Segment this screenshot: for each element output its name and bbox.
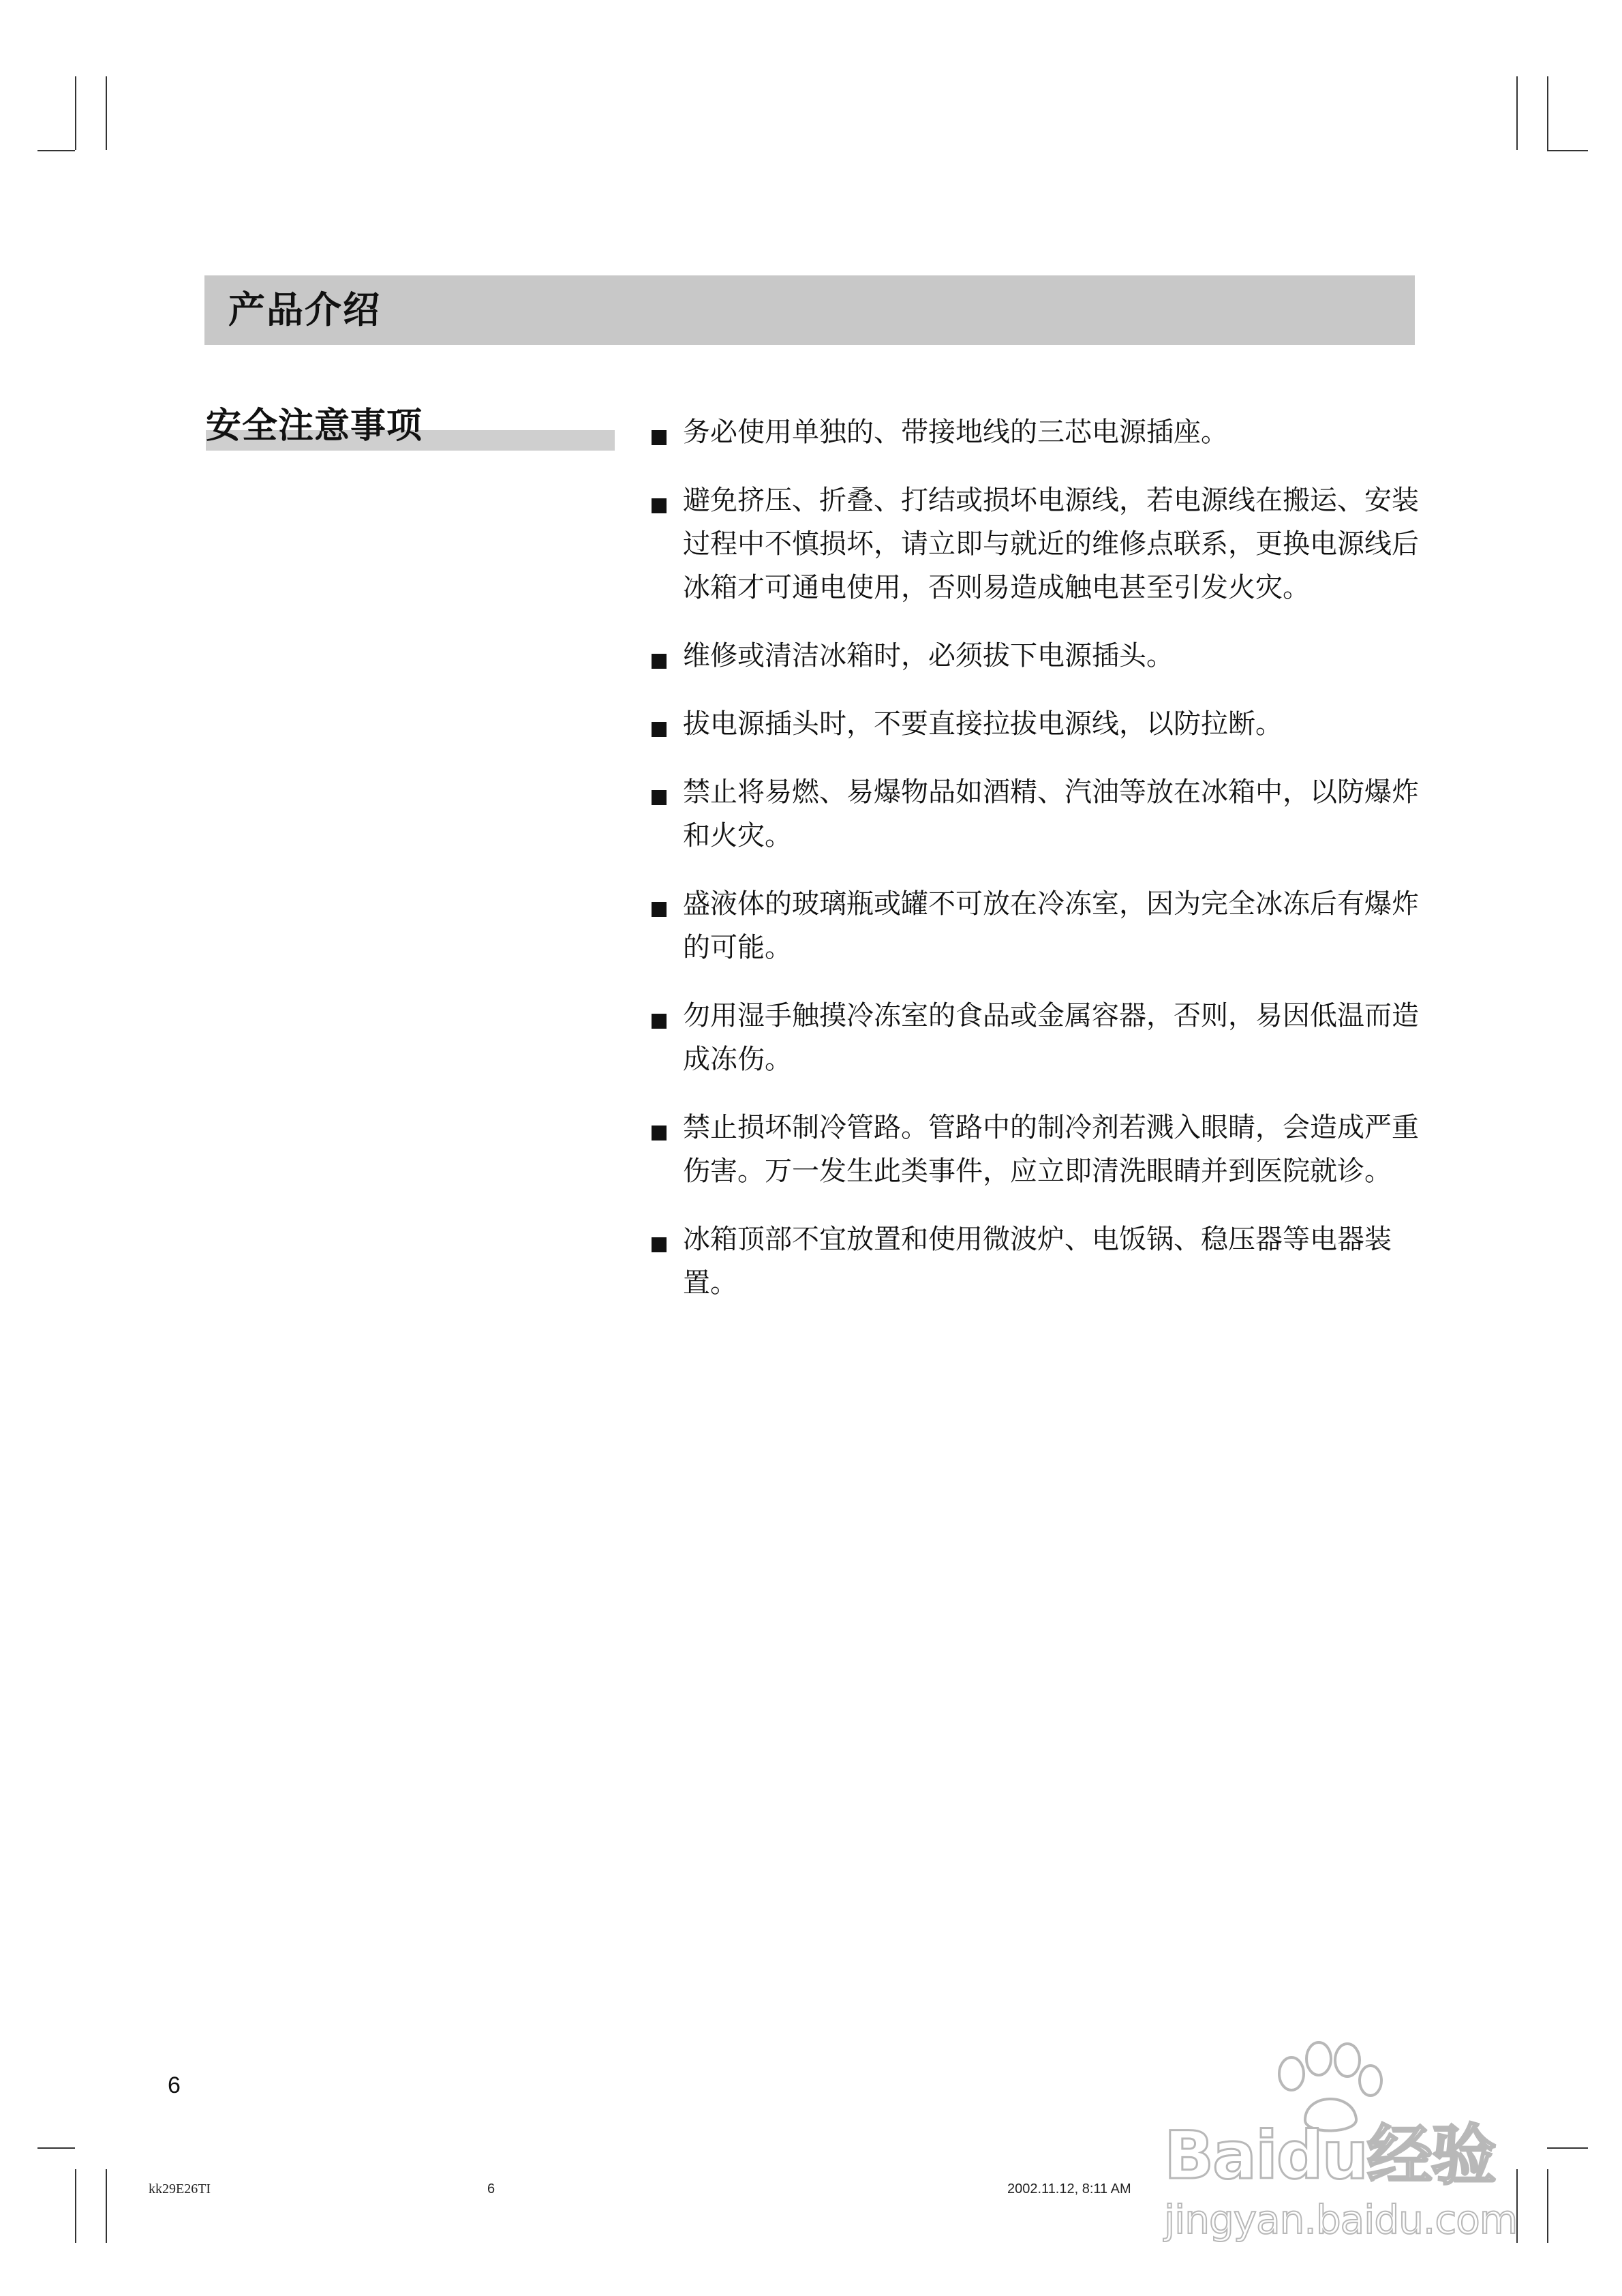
square-bullet-icon [652, 654, 667, 669]
square-bullet-icon [652, 1014, 667, 1029]
square-bullet-icon [652, 430, 667, 445]
watermark-brand: Baidu经验 [1164, 2117, 1495, 2194]
list-item [645, 1218, 1422, 1305]
crop-mark [1547, 150, 1588, 151]
crop-mark [106, 76, 107, 150]
list-item [645, 882, 1422, 969]
safety-list [645, 410, 1422, 1329]
square-bullet-icon [652, 902, 667, 917]
crop-mark [1547, 76, 1548, 150]
list-item-text: 维修或清洁冰箱时，必须拔下电源插头。 [683, 640, 1174, 671]
section-title: 产品介绍 [228, 288, 381, 331]
crop-mark [75, 76, 76, 150]
list-item [645, 994, 1422, 1081]
footer-file-code: kk29E26TI [149, 2181, 211, 2196]
list-item-text: 避免挤压、折叠、打结或损坏电源线，若电源线在搬运、安装过程中不慎损坏，请立即与就近的维修点联系，更换电源线后冰箱才可通电使用，否则易造成触电甚至引发火灾。 [683, 485, 1419, 603]
list-item [645, 1106, 1422, 1193]
baidu-watermark [1152, 2038, 1602, 2270]
list-item-text: 勿用湿手触摸冷冻室的食品或金属容器，否则，易因低温而造成冻伤。 [683, 1000, 1419, 1075]
square-bullet-icon [652, 1237, 667, 1252]
list-item-text: 冰箱顶部不宜放置和使用微波炉、电饭锅、稳压器等电器装置。 [683, 1224, 1392, 1299]
safety-heading: 安全注意事项 [206, 406, 423, 447]
crop-mark [37, 2147, 75, 2149]
section-header-bar [204, 275, 1415, 345]
crop-mark [75, 2169, 76, 2243]
list-item [645, 634, 1422, 678]
square-bullet-icon [652, 790, 667, 805]
footer-datetime: 2002.11.12, 8:11 AM [1007, 2181, 1131, 2196]
list-item-text: 盛液体的玻璃瓶或罐不可放在冷冻室，因为完全冰冻后有爆炸的可能。 [683, 888, 1419, 963]
list-item-text: 拔电源插头时，不要直接拉拔电源线，以防拉断。 [683, 708, 1283, 740]
list-item-text: 禁止损坏制冷管路。管路中的制冷剂若溅入眼睛，会造成严重伤害。万一发生此类事件，应立即清洗眼睛并到医院就诊。 [683, 1112, 1419, 1187]
footer-page-number: 6 [487, 2181, 495, 2196]
list-item [645, 410, 1422, 454]
crop-mark [37, 150, 75, 151]
list-item [645, 479, 1422, 609]
list-item-text: 禁止将易燃、易爆物品如酒精、汽油等放在冰箱中，以防爆炸和火灾。 [683, 776, 1419, 851]
crop-mark [106, 2169, 107, 2243]
list-item-text: 务必使用单独的、带接地线的三芯电源插座。 [683, 417, 1228, 448]
page-number: 6 [168, 2072, 181, 2098]
crop-mark [1516, 76, 1518, 150]
list-item [645, 702, 1422, 746]
square-bullet-icon [652, 498, 667, 513]
list-item [645, 770, 1422, 858]
square-bullet-icon [652, 1126, 667, 1141]
watermark-url: jingyan.baidu.com [1164, 2196, 1518, 2243]
square-bullet-icon [652, 722, 667, 737]
